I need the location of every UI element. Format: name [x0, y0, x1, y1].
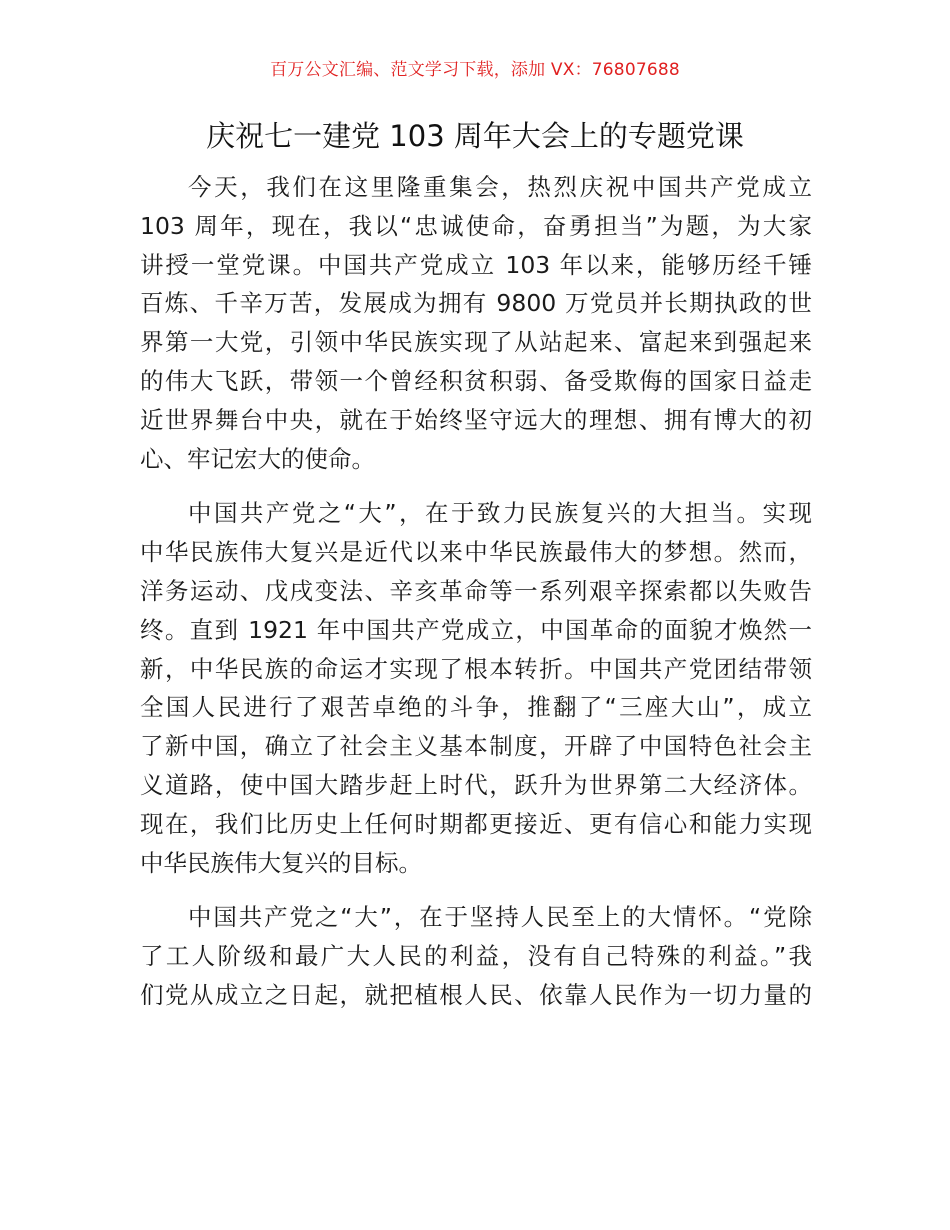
text-line: 了新中国，确立了社会主义基本制度，开辟了中国特色社会主: [140, 732, 812, 761]
paragraph-3: [140, 898, 812, 1014]
text-line: 中华民族伟大复兴是近代以来中华民族最伟大的梦想。然而，: [140, 538, 812, 567]
text-line: 界第一大党，引领中华民族实现了从站起来、富起来到强起来: [140, 328, 812, 357]
text-line: 全国人民进行了艰苦卓绝的斗争，推翻了“三座大山”，成立: [140, 693, 812, 722]
paragraph-2: [140, 494, 812, 882]
text-line: 现在，我们比历史上任何时期都更接近、更有信心和能力实现: [140, 809, 812, 838]
text-line: 中国共产党之“大”，在于致力民族复兴的大担当。实现: [188, 499, 812, 528]
paragraph-spacer: [140, 882, 812, 898]
paragraph-1: [140, 168, 812, 478]
text-line: 心、牢记宏大的使命。: [140, 444, 375, 473]
document-body: [140, 168, 812, 1015]
text-line: 103 周年，现在，我以“忠诚使命，奋勇担当”为题，为大家: [140, 211, 812, 240]
document-title: 庆祝七一建党 103 周年大会上的专题党课: [206, 119, 744, 153]
text-line: 百炼、千辛万苦，发展成为拥有 9800 万党员并长期执政的世: [140, 289, 812, 318]
text-line: 的伟大飞跃，带领一个曾经积贫积弱、备受欺侮的国家日益走: [140, 366, 812, 395]
text-line: 中国共产党之“大”，在于坚持人民至上的大情怀。“党除: [188, 903, 812, 932]
text-line: 中华民族伟大复兴的目标。: [140, 848, 422, 877]
text-line: 今天，我们在这里隆重集会，热烈庆祝中国共产党成立: [188, 173, 812, 201]
text-line: 洋务运动、戊戌变法、辛亥革命等一系列艰辛探索都以失败告: [140, 576, 812, 605]
paragraph-spacer: [140, 478, 812, 494]
text-line: 新，中华民族的命运才实现了根本转折。中国共产党团结带领: [140, 654, 812, 683]
text-line: 讲授一堂党课。中国共产党成立 103 年以来，能够历经千锤: [140, 250, 812, 279]
text-line: 终。直到 1921 年中国共产党成立，中国革命的面貌才焕然一: [140, 615, 812, 644]
text-line: 近世界舞台中央，就在于始终坚守远大的理想、拥有博大的初: [140, 405, 812, 434]
watermark-banner: 百万公文汇编、范文学习下载，添加 VX：76807688: [270, 60, 680, 80]
text-line: 了工人阶级和最广大人民的利益，没有自己特殊的利益。”我: [140, 942, 812, 971]
text-line: 们党从成立之日起，就把植根人民、依靠人民作为一切力量的: [140, 980, 812, 1009]
text-line: 义道路，使中国大踏步赶上时代，跃升为世界第二大经济体。: [140, 770, 812, 799]
